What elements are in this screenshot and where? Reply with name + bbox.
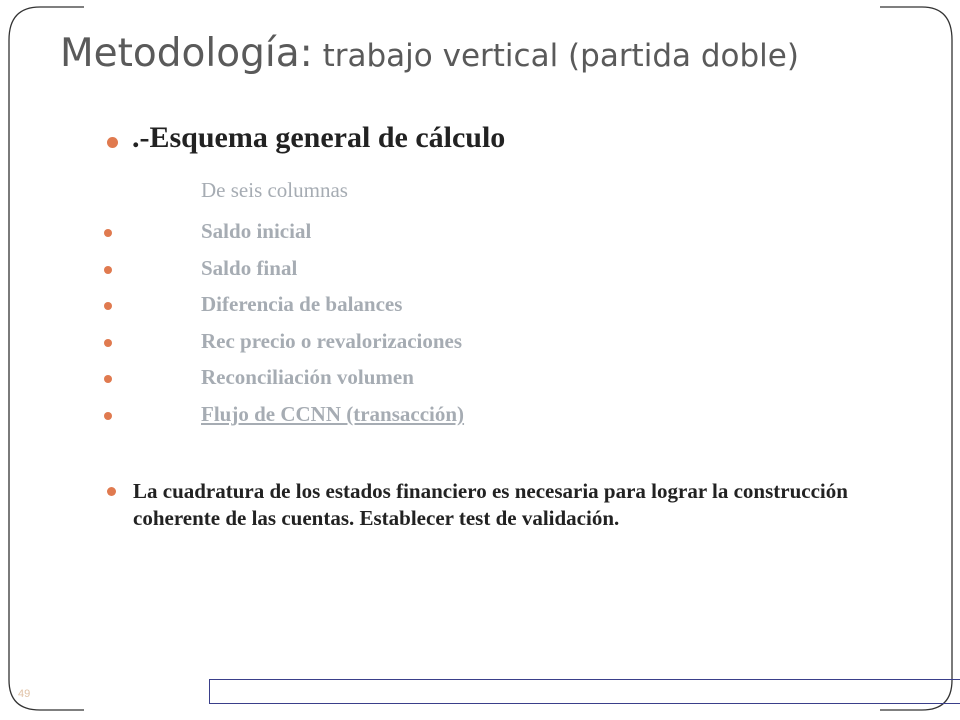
list-item: Reconciliación volumen: [201, 365, 414, 389]
list-item: Rec precio o revalorizaciones: [201, 329, 463, 353]
section-heading: .-Esquema general de cálculo: [132, 121, 506, 154]
bullet-icon: [107, 137, 118, 148]
footer-box: [209, 679, 960, 704]
bullet-icon: [104, 412, 112, 420]
bullet-icon: [104, 302, 112, 310]
bullet-icon: [104, 266, 112, 274]
transaction-flow-link[interactable]: Flujo de CCNN (transacción): [201, 402, 465, 426]
subheading: De seis columnas: [201, 178, 348, 202]
body-paragraph: La cuadratura de los estados financiero es necesaria para lograr la construcción coherente de las cuentas. Establecer test de validación.: [133, 479, 848, 530]
title-sub: trabajo vertical (partida doble): [312, 38, 799, 74]
bullet-icon: [107, 487, 116, 496]
page-number: 49: [18, 688, 31, 700]
bullet-icon: [104, 339, 112, 347]
title-main: Metodología:: [60, 31, 313, 76]
list-item: Diferencia de balances: [201, 292, 403, 316]
list-item: Saldo inicial: [201, 219, 312, 243]
slide-title: [60, 22, 820, 88]
bullet-icon: [104, 229, 112, 237]
bullet-icon: [104, 375, 112, 383]
list-item: Saldo final: [201, 256, 298, 280]
